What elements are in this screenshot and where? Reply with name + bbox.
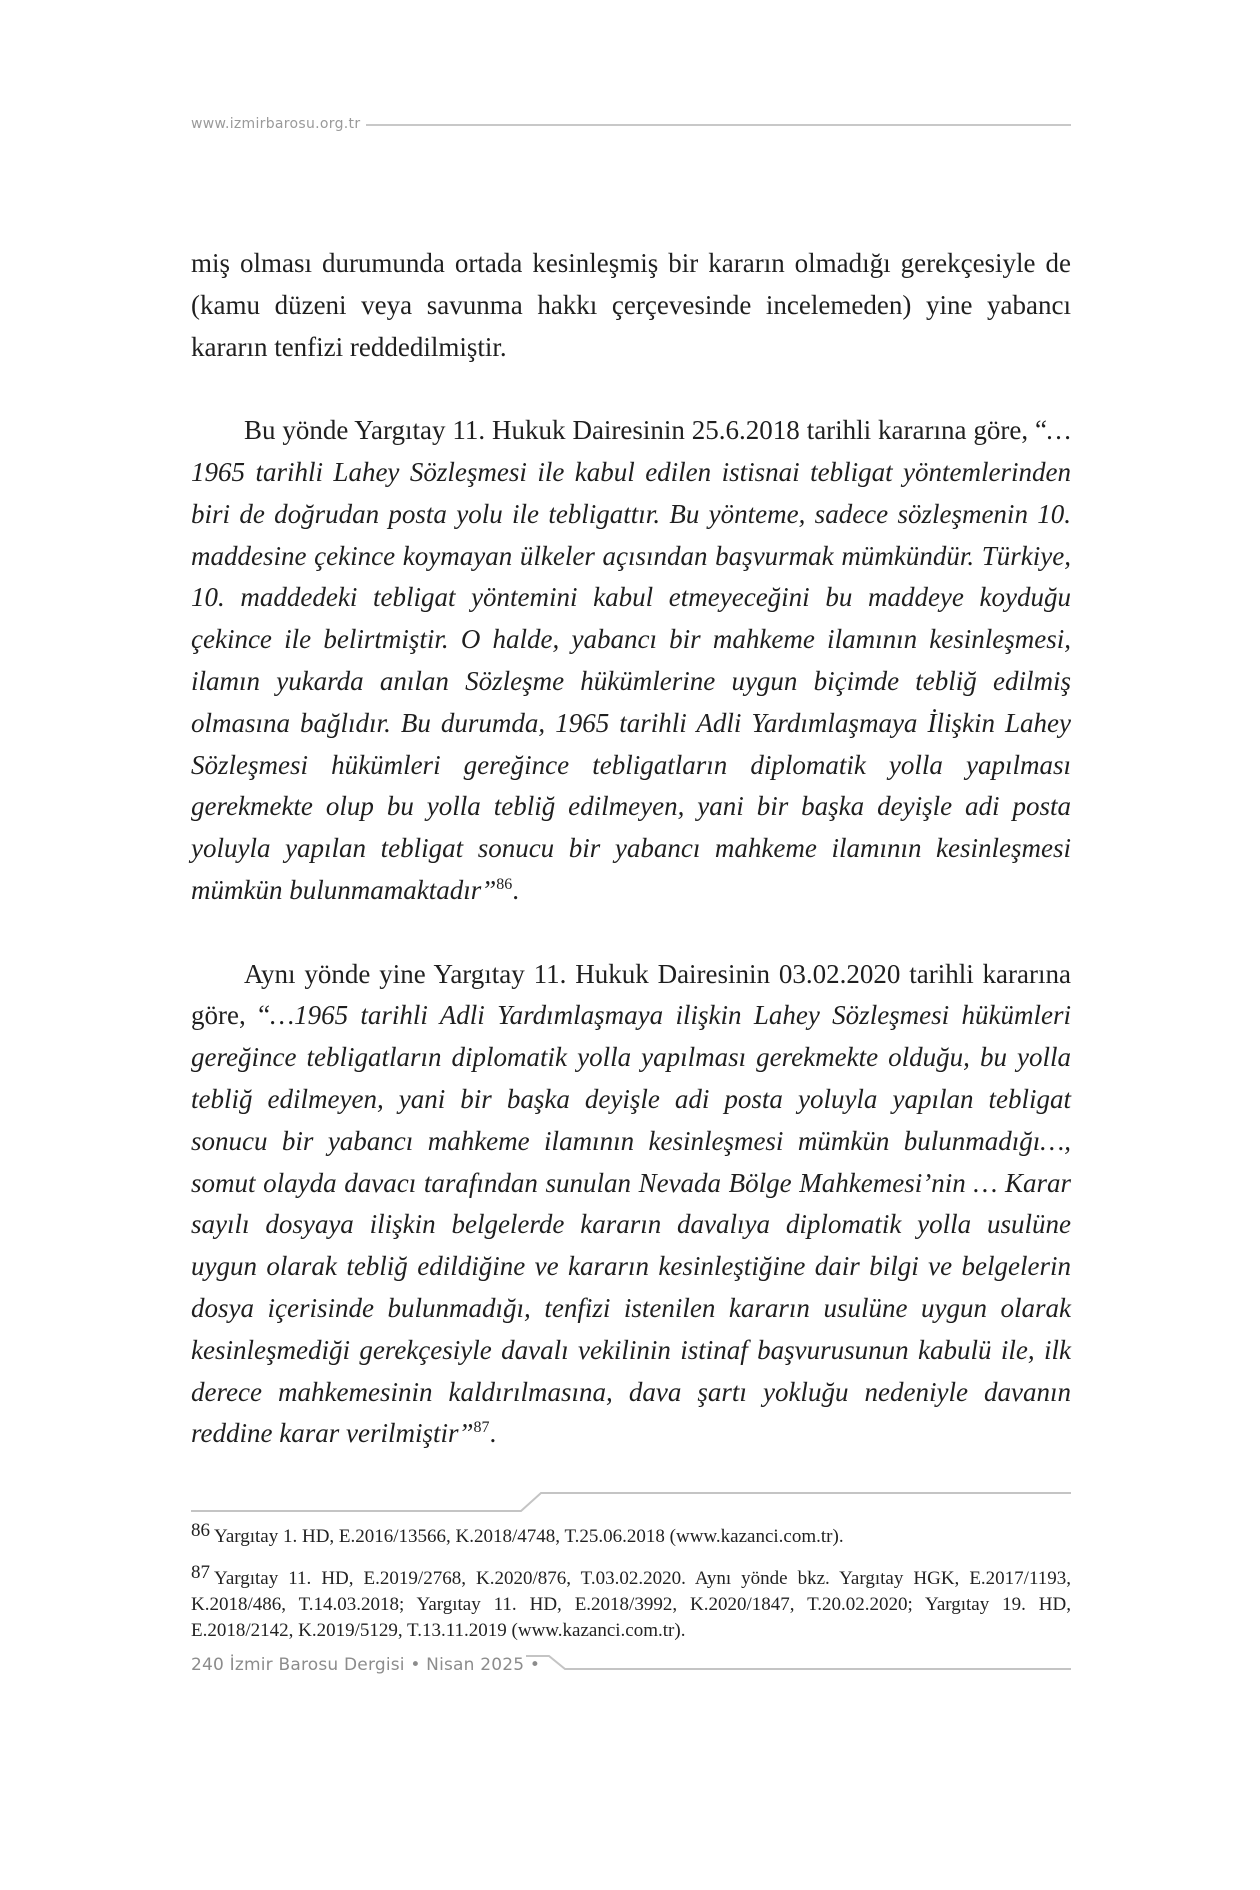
paragraph-3-lead: Aynı yönde yine Yargıtay 11. Hukuk Dairesinin 03.02.2020 tarihli kararına göre, “	[191, 958, 1071, 1031]
footnote-number: 87	[191, 1562, 210, 1583]
footnote-ref-87[interactable]: 87	[473, 1419, 490, 1437]
paragraph-2-end: .	[512, 874, 519, 905]
paragraph-3-end: .	[489, 1418, 497, 1449]
paragraph-3	[191, 954, 1071, 1456]
paragraph-1: miş olması durumunda ortada kesinleşmiş bir kararın olmadığı gerekçesiyle de (kamu düzeni veya savunma hakkı çerçevesinde incelemeden) yine yabancı kararın tenfizi reddedilmiştir.	[191, 248, 1071, 362]
footnote-number: 86	[191, 1520, 210, 1541]
paragraph-2	[191, 410, 1071, 912]
running-header	[191, 114, 1071, 134]
footnote-ref-86[interactable]: 86	[496, 875, 513, 893]
paragraph-2-lead: Bu yönde Yargıtay 11. Hukuk Dairesinin 25.6.2018 tarihli kararına göre, “	[244, 415, 1047, 446]
header-rule	[366, 124, 1071, 126]
footnote-text: Yargıtay 1. HD, E.2016/13566, K.2018/4748, T.25.06.2018 (www.kazanci.com.tr).	[214, 1526, 844, 1547]
body-text	[191, 243, 1071, 1455]
paragraph-2-quote: …1965 tarihli Lahey Sözleşmesi ile kabul edilen istisnai tebligat yöntemlerinden biri de doğrudan posta yolu ile tebligattır. Bu yönteme, sadece sözleşmenin 10. maddesine çekince koymayan ülkeler açısından başvurmak mümkündür. Türkiye, 10. maddedeki tebligat yöntemini kabul etmeyeceğini bu maddeye koyduğu çekince ile belirtmiştir. O halde, yabancı bir mahkeme ilamının kesinleşmesi, ilamın yukarda anılan Sözleşme hükümlerine uygun biçimde tebliğ edilmiş olmasına bağlıdır. Bu durumda, 1965 tarihli Adli Yardımlaşmaya İlişkin Lahey Sözleşmesi hükümleri gereğince tebligatların diplomatik yolla yapılması gerekmekte olup bu yolla tebliğ edilmeyen, yani bir başka deyişle adi posta yoluyla yapılan tebligat sonucu bir yabancı mahkeme ilamının kesinleşmesi mümkün bulunmamaktadır”	[191, 415, 1071, 905]
paragraph-3-quote: …1965 tarihli Adli Yardımlaşmaya ilişkin Lahey Sözleşmesi hükümleri gereğince tebligatların diplomatik yolla yapılması gerekmekte olduğu, bu yolla tebliğ edilmeyen, yani bir başka deyişle adi posta yoluyla yapılan tebligat sonucu bir yabancı mahkeme ilamının kesinleşmesi mümkün bulunmadığı…, somut olayda davacı tarafından sunulan Nevada Bölge Mahkemesi’nin … Karar sayılı dosyaya ilişkin belgelerde kararın davalıya diplomatik yolla usulüne uygun olarak tebliğ edildiğine ve kararın kesinleştiğine dair bilgi ve belgelerin dosya içerisinde bulunmadığı, tenfizi istenilen kararın usulüne uygun olarak kesinleşmediği gerekçesiyle davalı vekilinin istinaf başvurusunun kabulü ile, ilk derece mahkemesinin kaldırılmasına, dava şartı yokluğu nedeniyle davanın reddine karar verilmiştir”	[191, 1000, 1071, 1449]
page-footer	[191, 1655, 1071, 1683]
footnote-87	[191, 1562, 1071, 1644]
footnote-text: Yargıtay 11. HD, E.2019/2768, K.2020/876, T.03.02.2020. Aynı yönde bkz. Yargıtay HGK, E.2017/1193, K.2018/486, T.14.03.2018; Yargıtay 11. HD, E.2018/3992, K.2020/1847, T.20.02.2020; Yargıtay 19. HD, E.2018/2142, K.2019/5129, T.13.11.2019 (www.kazanci.com.tr).	[191, 1568, 1071, 1641]
header-url: www.izmirbarosu.org.tr	[191, 116, 361, 132]
footnote-86	[191, 1520, 1071, 1550]
footer-text: 240 İzmir Barosu Dergisi • Nisan 2025 •	[191, 1655, 541, 1675]
footnote-separator	[191, 1492, 1071, 1512]
footnotes	[191, 1520, 1071, 1660]
